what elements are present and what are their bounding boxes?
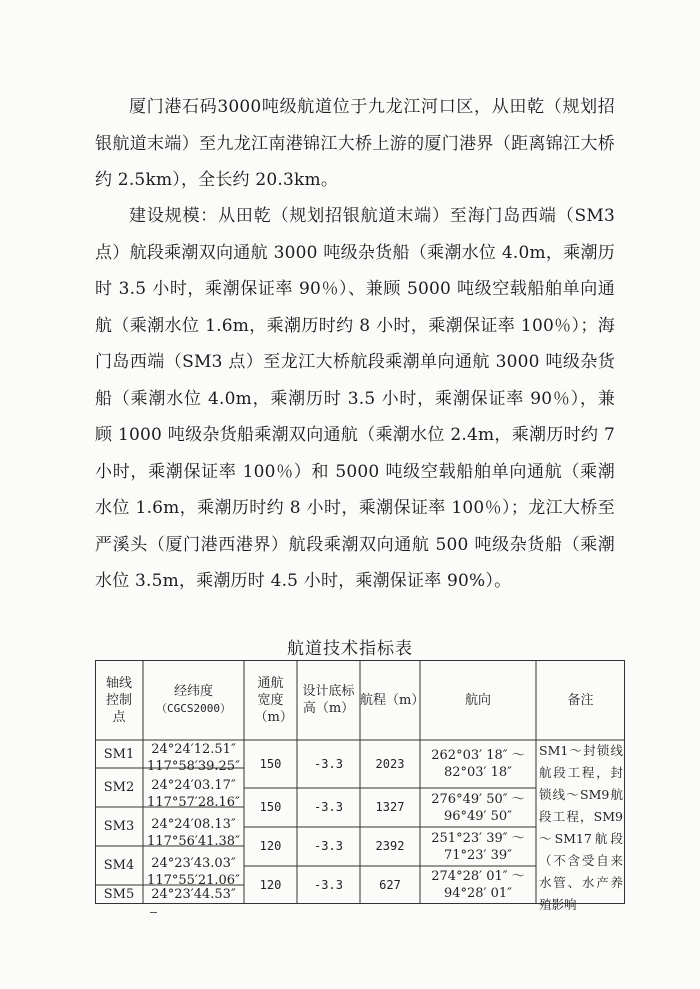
point-latitude: 24°24′12.51″ [151,742,236,757]
segment-elevation: -3.3 [314,756,343,771]
header-note-label: 备注 [567,692,594,708]
header-coordinates-label: 经纬度 [173,684,213,699]
point-id: SM4 [103,858,135,873]
segment-distance: 1327 [375,800,405,814]
header-control-point [95,660,143,740]
point-latitude: 24°23′43.03″ [151,856,236,871]
header-note [536,660,625,740]
point-latitude: 24°24′08.13″ [151,817,236,832]
segment-heading-forward: 251°23′ 39″ ～ [431,830,525,846]
header-bottom-elevation [297,660,360,740]
segment-heading-reverse: 96°49′ 50″ [443,808,513,824]
segment-width: 150 [259,800,282,814]
segment-heading-reverse: 71°23′ 39″ [443,847,513,863]
header-bottom-elevation-label: 设计底标高（m） [302,684,355,716]
point-latitude: 24°23′44.53″ [151,887,236,902]
header-width-label: 通航宽度（m） [254,675,293,725]
point-longitude: 117°57′28.16″ [147,795,240,810]
segment-elevation: -3.3 [314,800,343,814]
table-caption: 航道技术指标表 [287,639,413,659]
header-coordinates-datum: （CGCS2000） [156,702,231,715]
point-longitude: 117°58′39.25″ [147,759,240,774]
paragraph-scale: 建设规模：从田乾（规划招银航道末端）至海门岛西端（SM3 点）航段乘潮双向通航 3000 吨级杂货船（乘潮水位 4.0m，乘潮历时 3.5 小时，乘潮保证率 90％）、兼顾 5000 吨级空载船舶单向通航（乘潮水位 1.6m，乘潮历时约 8 小时，乘潮保证率 100％）；海门岛西端（SM3 点）至龙江大桥航段乘潮单向通航 3000 吨级杂货船（乘潮水位 4.0m，乘潮历时 3.5 小时，乘潮保证率 90％），兼顾 1000 吨级杂货船乘潮双向通航（乘潮水位 2.4m，乘潮历时约 7 小时，乘潮保证率 100％）和 5000 吨级空载船舶单向通航（乘潮水位 1.6m，乘潮历时约 8 小时，乘潮保证率 100％）；龙江大桥至严溪头（厦门港西港界）航段乘潮双向通航 500 吨级杂货船（乘潮水位 3.5m，乘潮历时 4.5 小时，乘潮保证率 90%）。 [95,206,615,591]
footer-dash [150,912,157,913]
header-coordinates [143,660,244,740]
header-heading [420,660,536,740]
point-id: SM3 [103,819,135,834]
segment-heading-forward: 276°49′ 50″ ～ [431,791,525,807]
segment-distance: 2023 [375,756,405,771]
segment-width: 120 [259,839,282,853]
header-control-point-label: 轴线控制点 [105,675,132,725]
paragraph-intro: 厦门港石码3000吨级航道位于九龙江河口区，从田乾（规划招银航道末端）至九龙江南港锦江大桥上游的厦门港界（距离锦江大桥约 2.5km），全长约 20.3km。 [95,97,615,190]
segment-heading-forward: 274°28′ 01″ ～ [431,869,525,884]
header-heading-label: 航向 [464,692,491,708]
segment-heading [420,827,536,866]
point-longitude: 117°55′21.06″ [147,873,240,888]
segment-heading-reverse: 82°03′ 18″ [443,765,513,780]
header-width [244,660,297,740]
segment-heading [420,866,536,904]
point-id: SM5 [103,887,135,902]
segment-heading [420,788,536,827]
segment-heading-forward: 262°03′ 18″ ～ [431,748,525,763]
segment-distance: 627 [379,877,401,892]
header-distance-label: 航程（m） [360,692,425,708]
segment-elevation: -3.3 [314,839,343,853]
segment-distance: 2392 [375,839,405,853]
header-distance [360,660,425,740]
point-latitude: 24°24′03.17″ [151,778,236,793]
point-id: SM1 [103,746,135,762]
segment-width: 120 [259,877,282,892]
point-coordinates [143,885,244,904]
segment-width: 150 [259,756,282,771]
channel-spec-table [95,660,626,912]
point-longitude: 117°56′41.38″ [147,834,240,849]
segment-elevation: -3.3 [314,877,343,892]
segment-heading-reverse: 94°28′ 01″ [443,886,513,901]
segment-heading [420,740,536,788]
point-id: SM2 [103,780,135,795]
table-note: SM1～封锁线航段工程，封锁线～SM9航段工程，SM9～SM17航段（不含受自来水管、水产养殖影响 [539,743,623,912]
